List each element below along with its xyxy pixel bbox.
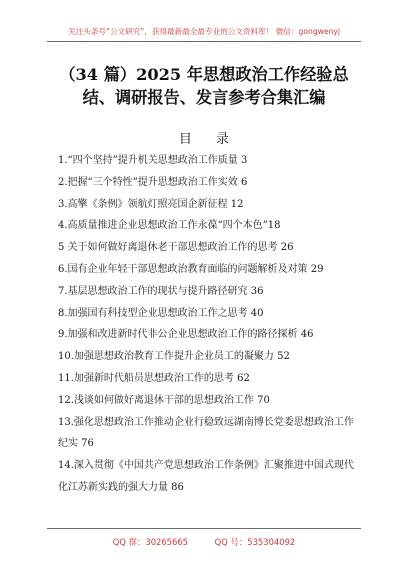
toc-item-7[interactable]: 7.基层思想政治工作的现状与提升路径研究 36	[58, 285, 264, 297]
toc-item-11[interactable]: 11.加强新时代船员思想政治工作的思考 62	[58, 372, 250, 384]
toc-item-10[interactable]: 10.加强思想政治教育工作提升企业员工的凝聚力 52	[58, 351, 290, 363]
toc-item-14[interactable]: 14.深入贯彻《中国共产党思想政治工作条例》汇聚推进中国式现代化江苏新实践的强大力量 86	[58, 460, 354, 493]
footer-qq-group: QQ 群：30265665	[112, 537, 188, 547]
toc-item-2[interactable]: 2.把握“三个特性”提升思想政治工作实效 6	[58, 176, 248, 188]
footer-divider	[47, 528, 361, 529]
footer-contacts	[0, 536, 408, 548]
toc-item-13[interactable]: 13.强化思想政治工作推动企业行稳致远湖南博长党委思想政治工作纪实 76	[58, 416, 354, 450]
toc-item-3[interactable]: 3.高擎《条例》领航灯照亮国企新征程 12	[58, 198, 244, 210]
toc-item-5[interactable]: 5 关于如何做好离退休老干部思想政治工作的思考 26	[58, 242, 294, 254]
toc-item-9[interactable]: 9.加强和改进新时代非公企业思想政治工作的路径探析 46	[58, 329, 314, 341]
footer-qq-number: QQ 号：535304092	[214, 537, 296, 547]
document-title: （34 篇）2025 年思想政治工作经验总结、调研报告、发言参考合集汇编	[59, 65, 349, 107]
header-divider	[47, 41, 361, 42]
toc-item-8[interactable]: 8.加强国有科技型企业思想政治工作之思考 40	[58, 307, 264, 319]
header-promo-note: 关注头条号“公文研究”，获得最新最全最专业的公文资料库！ 微信：gongwenyj	[68, 27, 340, 36]
table-of-contents	[58, 150, 358, 499]
toc-heading: 目 录	[178, 132, 240, 147]
toc-item-6[interactable]: 6.国有企业年轻干部思想政治教育面临的问题解析及对策 29	[58, 263, 324, 275]
toc-item-4[interactable]: 4.高质量推进企业思想政治工作永葆“四个本色”18	[58, 220, 281, 232]
toc-item-1[interactable]: 1.“四个坚持”提升机关思想政治工作质量 3	[58, 155, 248, 166]
toc-item-12[interactable]: 12.浅谈如何做好离退休干部的思想政治工作 70	[58, 394, 270, 406]
